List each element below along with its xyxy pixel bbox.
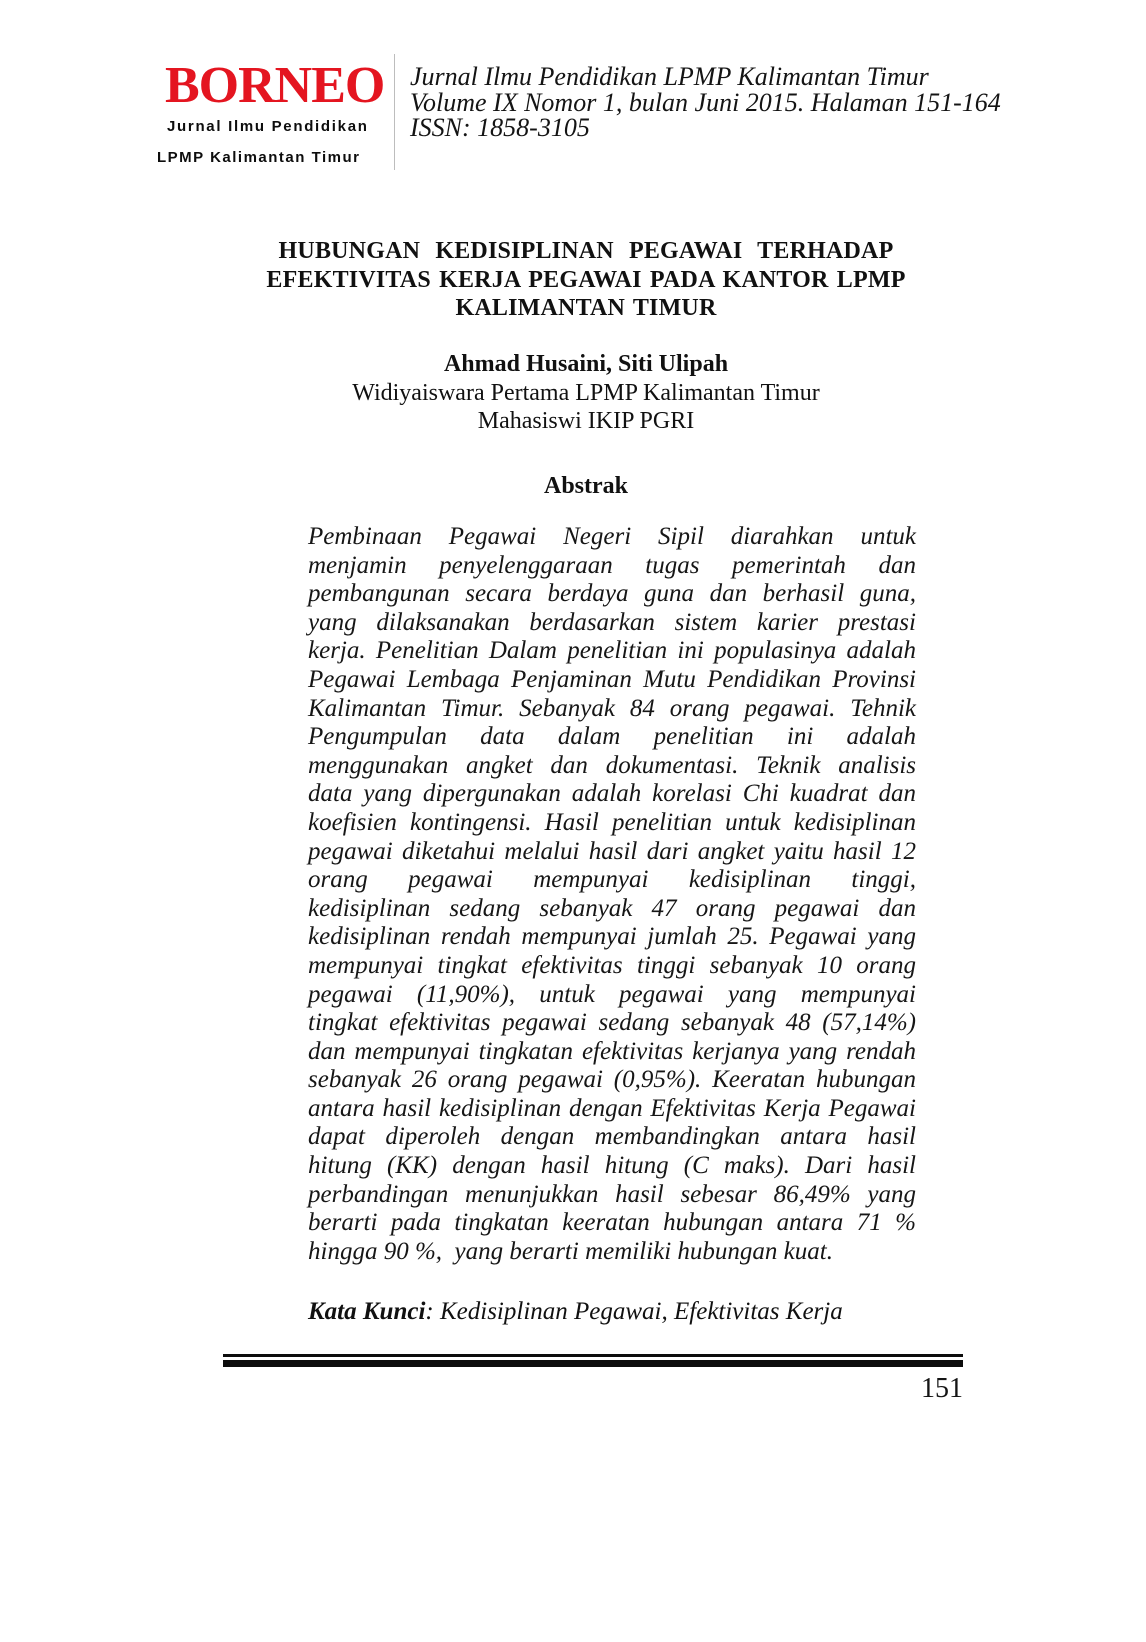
abstract-line: tingkat efektivitas pegawai sedang sebanyak 48 (57,14%) [308,1009,916,1037]
logo-subtitle-line1: Jurnal Ilmu Pendidikan [167,118,369,135]
journal-info-line: ISSN: 1858-3105 [410,113,590,142]
abstract-line: hingga 90 %, yang berarti memiliki hubungan kuat. [308,1237,833,1265]
abstract-line: pegawai diketahui melalui hasil dari angket yaitu hasil 12 [308,837,916,865]
abstract-line: perbandingan menunjukkan hasil sebesar 86,49% yang [308,1180,916,1208]
abstract-line: yang dilaksanakan berdasarkan sistem karier prestasi [308,608,916,636]
article-title-line: KALIMANTAN TIMUR [455,295,717,321]
abstract-paragraph [308,523,916,1266]
abstract-line: mempunyai tingkat efektivitas tinggi sebanyak 10 orang [308,951,916,979]
abstract-line: data yang dipergunakan adalah korelasi Chi kuadrat dan [308,780,916,808]
abstract-heading: Abstrak [543,473,628,499]
affiliation-line: Widiyaiswara Pertama LPMP Kalimantan Timur [352,379,820,406]
abstract-line: kerja. Penelitian Dalam penelitian ini populasinya adalah [308,637,916,665]
affiliation [212,379,960,436]
abstract-line: Pembinaan Pegawai Negeri Sipil diarahkan untuk [308,523,916,550]
journal-info [410,62,1001,142]
abstract-line: Kalimantan Timur. Sebanyak 84 orang pegawai. Tehnik [308,694,916,722]
abstract-line: antara hasil kedisiplinan dengan Efektivitas Kerja Pegawai [308,1094,916,1122]
keywords-label: Kata Kunci [308,1298,426,1326]
abstract-line: hitung (KK) dengan hasil hitung (C maks). Dari hasil [308,1152,916,1180]
abstract-line: kedisiplinan rendah mempunyai jumlah 25. Pegawai yang [308,923,916,951]
abstract-line: dan mempunyai tingkatan efektivitas kerjanya yang rendah [308,1037,916,1065]
authors: Ahmad Husaini, Siti Ulipah [443,351,729,377]
abstract-line: koefisien kontingensi. Hasil penelitian untuk kedisiplinan [308,808,916,836]
abstract-line: berarti pada tingkatan keeratan hubungan antara 71 % [308,1209,916,1237]
journal-info-line: Volume IX Nomor 1, bulan Juni 2015. Halaman 151-164 [410,87,1001,117]
affiliation-line: Mahasiswi IKIP PGRI [477,408,695,434]
page-number: 151 [921,1373,963,1404]
logo-borneo-wordmark: BORNEO [165,57,385,114]
article-title-line: EFEKTIVITAS KERJA PEGAWAI PADA KANTOR LPMP [266,266,906,293]
footer-double-rule [223,1354,963,1367]
logo-subtitle-line2: LPMP Kalimantan Timur [157,149,361,166]
abstract-line: sebanyak 26 orang pegawai (0,95%). Keeratan hubungan [308,1066,916,1094]
abstract-line: pegawai (11,90%), untuk pegawai yang mempunyai [308,980,916,1008]
header-divider-line [394,54,395,170]
abstract-line: kedisiplinan sedang sebanyak 47 orang pegawai dan [308,894,916,922]
abstract-line: Pegawai Lembaga Penjaminan Mutu Pendidikan Provinsi [308,665,916,693]
abstract-line: orang pegawai mempunyai kedisiplinan tinggi, [308,866,916,894]
abstract-line: menjamin penyelenggaraan tugas pemerintah dan [308,551,916,579]
abstract-line: pembangunan secara berdaya guna dan berhasil guna, [308,580,916,608]
article-title-line: HUBUNGAN KEDISIPLINAN PEGAWAI TERHADAP [278,238,894,264]
article-column [212,237,960,1327]
keywords-text: : Kedisiplinan Pegawai, Efektivitas Kerja [425,1298,843,1326]
journal-info-line: Jurnal Ilmu Pendidikan LPMP Kalimantan Timur [410,62,929,91]
journal-logo [157,57,402,166]
keywords-line [308,1298,916,1327]
abstract-line: Pengumpulan data dalam penelitian ini adalah [308,723,916,751]
abstract-line: dapat diperoleh dengan membandingkan antara hasil [308,1123,916,1151]
abstract-line: menggunakan angket dan dokumentasi. Teknik analisis [308,751,916,779]
article-title [212,237,960,323]
